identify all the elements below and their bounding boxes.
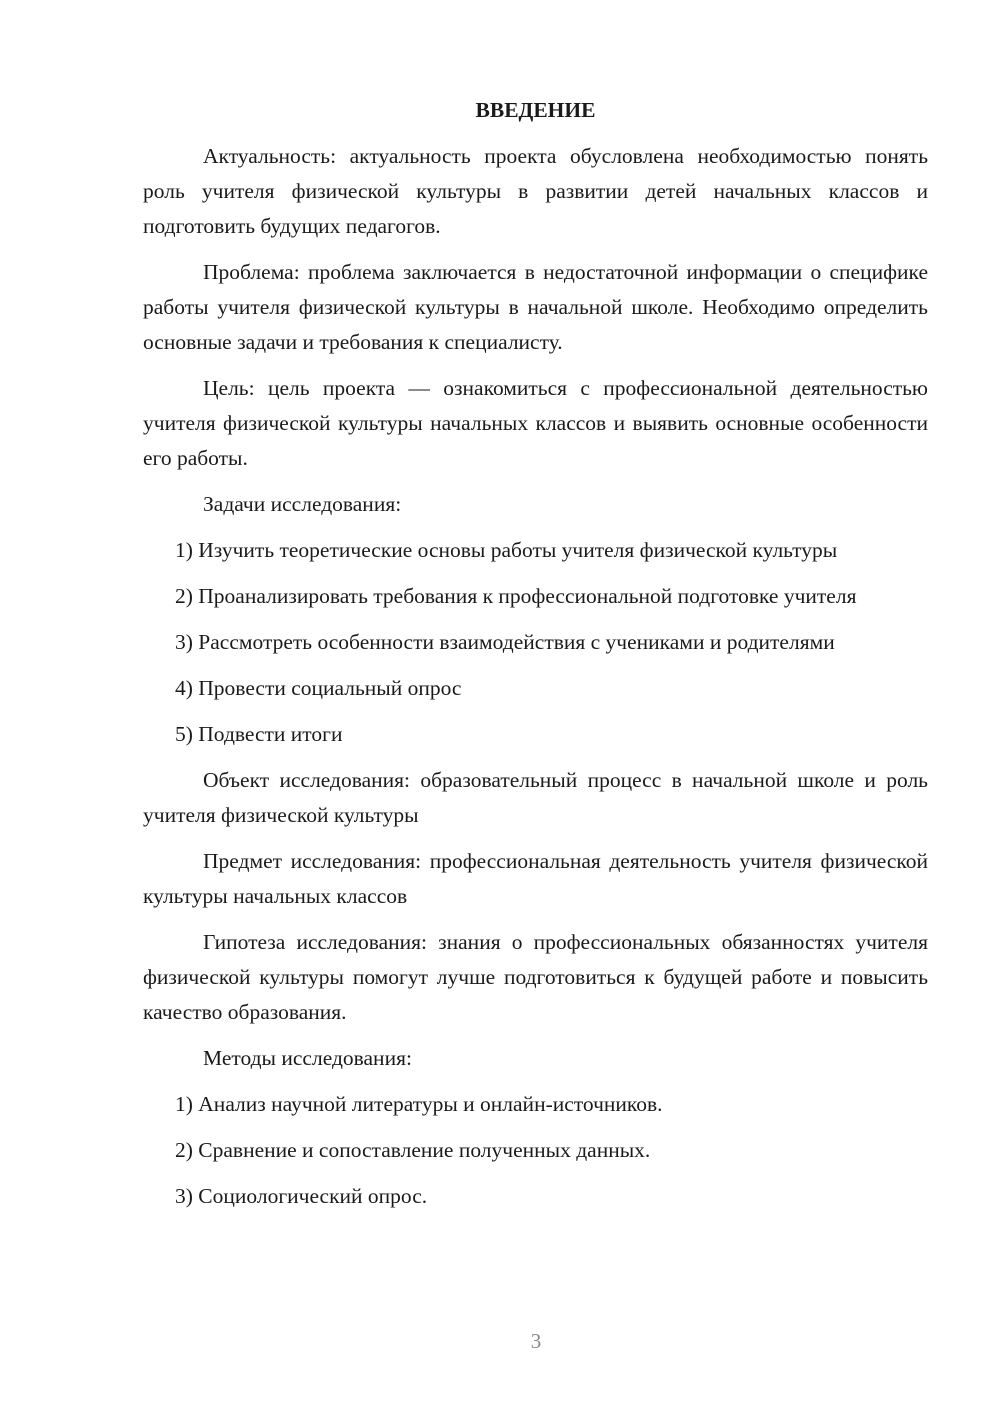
task-item-4: 4) Провести социальный опрос [175,676,462,700]
relevance-paragraph: Актуальность: актуальность проекта обусловлена необходимостью понять роль учителя физической культуры в развитии детей начальных классов и подготовить будущих педагогов. [143,144,928,238]
object-paragraph: Объект исследования: образовательный процесс в начальной школе и роль учителя физической культуры [143,768,928,827]
document-body [143,93,928,1225]
subject-paragraph: Предмет исследования: профессиональная деятельность учителя физической культуры начальных классов [143,849,928,908]
task-item-1: 1) Изучить теоретические основы работы учителя физической культуры [175,538,838,562]
task-item-3: 3) Рассмотреть особенности взаимодействия с учениками и родителями [175,630,835,654]
tasks-heading: Задачи исследования: [203,492,402,516]
method-item-1: 1) Анализ научной литературы и онлайн-источников. [175,1092,663,1116]
goal-paragraph: Цель: цель проекта — ознакомиться с профессиональной деятельностью учителя физической культуры начальных классов и выявить основные особенности его работы. [143,376,928,470]
method-item-3: 3) Социологический опрос. [175,1184,428,1208]
methods-heading: Методы исследования: [203,1046,412,1070]
task-item-2: 2) Проанализировать требования к профессиональной подготовке учителя [175,584,857,608]
task-item-5: 5) Подвести итоги [175,722,343,746]
page-number: 3 [530,1329,542,1353]
problem-paragraph: Проблема: проблема заключается в недостаточной информации о специфике работы учителя физической культуры в начальной школе. Необходимо определить основные задачи и требования к специалисту. [143,260,928,354]
method-item-2: 2) Сравнение и сопоставление полученных данных. [175,1138,651,1162]
hypothesis-paragraph: Гипотеза исследования: знания о профессиональных обязанностях учителя физической культуры помогут лучше подготовиться к будущей работе и повысить качество образования. [143,930,928,1024]
section-title: ВВЕДЕНИЕ [475,98,596,122]
